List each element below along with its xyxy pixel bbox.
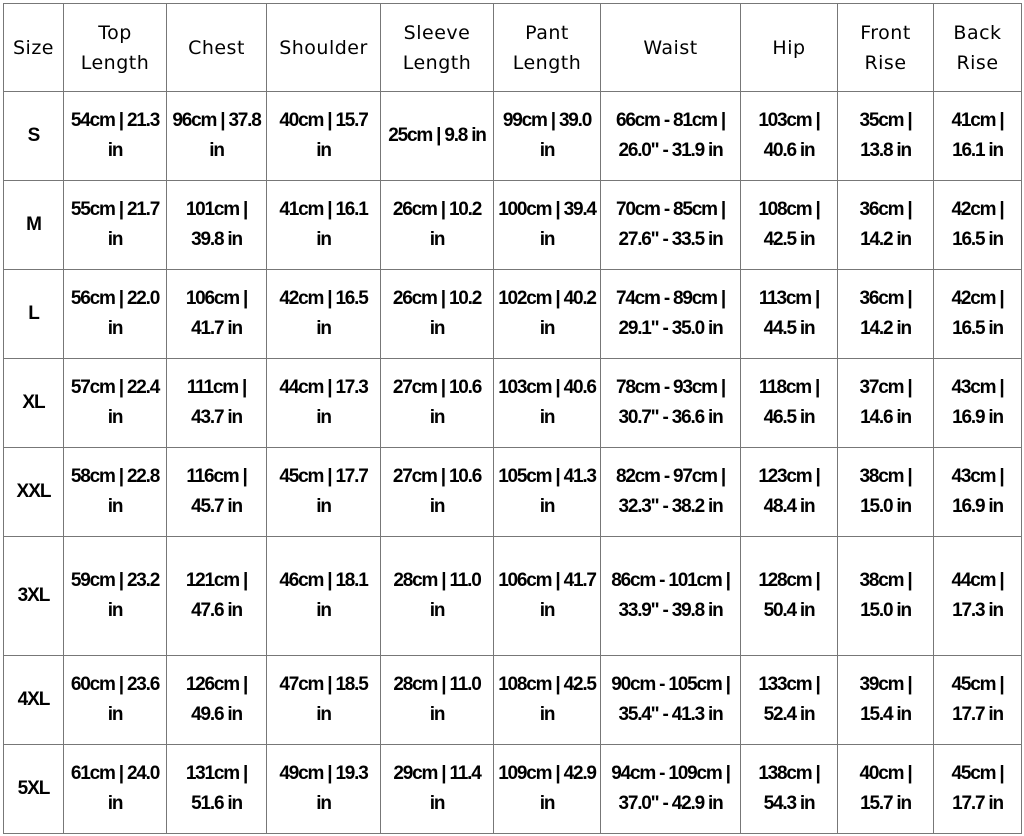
top-length-cell: 61cm | 24.0 in bbox=[64, 745, 167, 834]
waist-cell: 78cm - 93cm | 30.7" - 36.6 in bbox=[601, 359, 741, 448]
front-rise-cell: 36cm | 14.2 in bbox=[838, 181, 934, 270]
hip-cell: 138cm | 54.3 in bbox=[741, 745, 838, 834]
back-rise-cell: 45cm | 17.7 in bbox=[934, 656, 1022, 745]
pant-length-cell: 106cm | 41.7 in bbox=[494, 537, 601, 656]
header-hip: Hip bbox=[741, 4, 838, 92]
size-cell: L bbox=[4, 270, 64, 359]
sleeve-length-cell: 27cm | 10.6 in bbox=[381, 448, 494, 537]
shoulder-cell: 49cm | 19.3 in bbox=[267, 745, 381, 834]
sleeve-length-cell: 25cm | 9.8 in bbox=[381, 92, 494, 181]
pant-length-cell: 109cm | 42.9 in bbox=[494, 745, 601, 834]
hip-cell: 123cm | 48.4 in bbox=[741, 448, 838, 537]
size-cell: XXL bbox=[4, 448, 64, 537]
waist-cell: 90cm - 105cm | 35.4" - 41.3 in bbox=[601, 656, 741, 745]
top-length-cell: 58cm | 22.8 in bbox=[64, 448, 167, 537]
table-row bbox=[4, 656, 1022, 745]
waist-cell: 82cm - 97cm | 32.3" - 38.2 in bbox=[601, 448, 741, 537]
pant-length-cell: 99cm | 39.0 in bbox=[494, 92, 601, 181]
table-row bbox=[4, 745, 1022, 834]
top-length-cell: 57cm | 22.4 in bbox=[64, 359, 167, 448]
chest-cell: 121cm | 47.6 in bbox=[167, 537, 267, 656]
size-cell: M bbox=[4, 181, 64, 270]
header-shoulder: Shoulder bbox=[267, 4, 381, 92]
chest-cell: 106cm | 41.7 in bbox=[167, 270, 267, 359]
waist-cell: 74cm - 89cm | 29.1" - 35.0 in bbox=[601, 270, 741, 359]
shoulder-cell: 47cm | 18.5 in bbox=[267, 656, 381, 745]
hip-cell: 128cm | 50.4 in bbox=[741, 537, 838, 656]
size-cell: S bbox=[4, 92, 64, 181]
size-chart-body bbox=[4, 92, 1022, 834]
header-sleeve-length: Sleeve Length bbox=[381, 4, 494, 92]
waist-cell: 94cm - 109cm | 37.0" - 42.9 in bbox=[601, 745, 741, 834]
header-row bbox=[4, 4, 1022, 92]
table-row bbox=[4, 181, 1022, 270]
front-rise-cell: 39cm | 15.4 in bbox=[838, 656, 934, 745]
table-row bbox=[4, 270, 1022, 359]
header-chest: Chest bbox=[167, 4, 267, 92]
hip-cell: 133cm | 52.4 in bbox=[741, 656, 838, 745]
back-rise-cell: 45cm | 17.7 in bbox=[934, 745, 1022, 834]
back-rise-cell: 42cm | 16.5 in bbox=[934, 181, 1022, 270]
table-row bbox=[4, 92, 1022, 181]
back-rise-cell: 41cm | 16.1 in bbox=[934, 92, 1022, 181]
chest-cell: 96cm | 37.8 in bbox=[167, 92, 267, 181]
size-cell: 3XL bbox=[4, 537, 64, 656]
top-length-cell: 55cm | 21.7 in bbox=[64, 181, 167, 270]
back-rise-cell: 43cm | 16.9 in bbox=[934, 359, 1022, 448]
shoulder-cell: 40cm | 15.7 in bbox=[267, 92, 381, 181]
back-rise-cell: 44cm | 17.3 in bbox=[934, 537, 1022, 656]
size-cell: 4XL bbox=[4, 656, 64, 745]
table-row bbox=[4, 537, 1022, 656]
front-rise-cell: 35cm | 13.8 in bbox=[838, 92, 934, 181]
sleeve-length-cell: 28cm | 11.0 in bbox=[381, 656, 494, 745]
waist-cell: 86cm - 101cm | 33.9" - 39.8 in bbox=[601, 537, 741, 656]
sleeve-length-cell: 26cm | 10.2 in bbox=[381, 270, 494, 359]
top-length-cell: 59cm | 23.2 in bbox=[64, 537, 167, 656]
size-cell: XL bbox=[4, 359, 64, 448]
waist-cell: 66cm - 81cm | 26.0" - 31.9 in bbox=[601, 92, 741, 181]
back-rise-cell: 42cm | 16.5 in bbox=[934, 270, 1022, 359]
front-rise-cell: 38cm | 15.0 in bbox=[838, 537, 934, 656]
chest-cell: 101cm | 39.8 in bbox=[167, 181, 267, 270]
shoulder-cell: 46cm | 18.1 in bbox=[267, 537, 381, 656]
pant-length-cell: 108cm | 42.5 in bbox=[494, 656, 601, 745]
pant-length-cell: 103cm | 40.6 in bbox=[494, 359, 601, 448]
size-chart-table bbox=[3, 3, 1022, 834]
hip-cell: 108cm | 42.5 in bbox=[741, 181, 838, 270]
front-rise-cell: 40cm | 15.7 in bbox=[838, 745, 934, 834]
hip-cell: 103cm | 40.6 in bbox=[741, 92, 838, 181]
header-waist: Waist bbox=[601, 4, 741, 92]
pant-length-cell: 102cm | 40.2 in bbox=[494, 270, 601, 359]
header-top-length: Top Length bbox=[64, 4, 167, 92]
shoulder-cell: 45cm | 17.7 in bbox=[267, 448, 381, 537]
shoulder-cell: 42cm | 16.5 in bbox=[267, 270, 381, 359]
sleeve-length-cell: 29cm | 11.4 in bbox=[381, 745, 494, 834]
pant-length-cell: 105cm | 41.3 in bbox=[494, 448, 601, 537]
chest-cell: 116cm | 45.7 in bbox=[167, 448, 267, 537]
top-length-cell: 54cm | 21.3 in bbox=[64, 92, 167, 181]
top-length-cell: 60cm | 23.6 in bbox=[64, 656, 167, 745]
pant-length-cell: 100cm | 39.4 in bbox=[494, 181, 601, 270]
table-row bbox=[4, 359, 1022, 448]
back-rise-cell: 43cm | 16.9 in bbox=[934, 448, 1022, 537]
chest-cell: 131cm | 51.6 in bbox=[167, 745, 267, 834]
front-rise-cell: 38cm | 15.0 in bbox=[838, 448, 934, 537]
shoulder-cell: 41cm | 16.1 in bbox=[267, 181, 381, 270]
sleeve-length-cell: 26cm | 10.2 in bbox=[381, 181, 494, 270]
hip-cell: 113cm | 44.5 in bbox=[741, 270, 838, 359]
sleeve-length-cell: 28cm | 11.0 in bbox=[381, 537, 494, 656]
header-back-rise: Back Rise bbox=[934, 4, 1022, 92]
hip-cell: 118cm | 46.5 in bbox=[741, 359, 838, 448]
sleeve-length-cell: 27cm | 10.6 in bbox=[381, 359, 494, 448]
top-length-cell: 56cm | 22.0 in bbox=[64, 270, 167, 359]
chest-cell: 111cm | 43.7 in bbox=[167, 359, 267, 448]
shoulder-cell: 44cm | 17.3 in bbox=[267, 359, 381, 448]
chest-cell: 126cm | 49.6 in bbox=[167, 656, 267, 745]
front-rise-cell: 37cm | 14.6 in bbox=[838, 359, 934, 448]
front-rise-cell: 36cm | 14.2 in bbox=[838, 270, 934, 359]
table-row bbox=[4, 448, 1022, 537]
size-cell: 5XL bbox=[4, 745, 64, 834]
waist-cell: 70cm - 85cm | 27.6" - 33.5 in bbox=[601, 181, 741, 270]
header-size: Size bbox=[4, 4, 64, 92]
header-front-rise: Front Rise bbox=[838, 4, 934, 92]
header-pant-length: Pant Length bbox=[494, 4, 601, 92]
